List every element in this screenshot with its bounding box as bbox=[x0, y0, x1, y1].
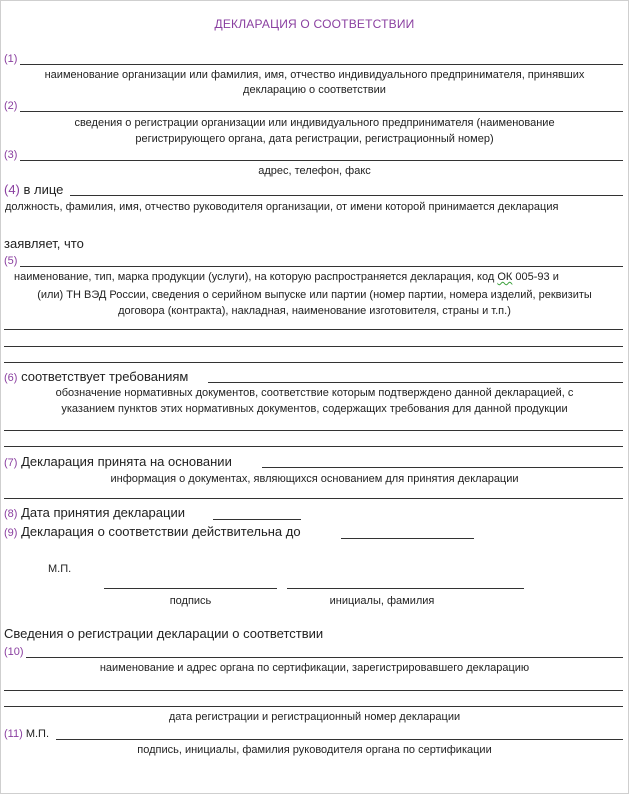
field-8-line[interactable] bbox=[213, 519, 301, 520]
field-10-extra-line-2[interactable] bbox=[4, 706, 623, 707]
field-5-extra-line-1[interactable] bbox=[4, 329, 623, 330]
field-5-caption-line-3: договора (контракта), накладная, наименование изготовителя, страны и т.п.) bbox=[118, 305, 511, 317]
field-9-number: (9) bbox=[4, 527, 18, 539]
initials-line[interactable] bbox=[287, 588, 524, 589]
field-7-label-group bbox=[4, 454, 232, 469]
signature-line[interactable] bbox=[104, 588, 277, 589]
field-10-extra-line-1[interactable] bbox=[4, 690, 623, 691]
field-9-label: Декларация о соответствии действительна до bbox=[21, 524, 301, 539]
field-7-number: (7) bbox=[4, 457, 18, 469]
field-11-number: (11) bbox=[4, 728, 23, 740]
field-7-label: Декларация принята на основании bbox=[21, 454, 232, 469]
field-6-extra-line-2[interactable] bbox=[4, 446, 623, 447]
field-2-line[interactable] bbox=[20, 111, 623, 112]
field-5-line[interactable] bbox=[20, 266, 623, 267]
registration-heading: Сведения о регистрации декларации о соответствии bbox=[4, 626, 324, 641]
field-3-caption: адрес, телефон, факс bbox=[258, 165, 371, 177]
field-5-caption-line-1 bbox=[14, 270, 559, 285]
field-4-label: в лице bbox=[23, 182, 64, 197]
field-1-caption-line-2: декларацию о соответствии bbox=[243, 84, 386, 96]
field-10-number: (10) bbox=[4, 646, 24, 658]
field-7-caption: информация о документах, являющихся основанием для принятия декларации bbox=[110, 473, 519, 485]
field-8-label: Дата принятия декларации bbox=[21, 505, 185, 520]
field-7-line[interactable] bbox=[262, 467, 623, 468]
field-6-caption-line-1: обозначение нормативных документов, соответствие которым подтверждено данной декларацией, с bbox=[55, 387, 574, 399]
field-3-line[interactable] bbox=[20, 160, 623, 161]
field-6-line[interactable] bbox=[208, 382, 623, 383]
field-4-line[interactable] bbox=[70, 195, 623, 196]
field-3-number: (3) bbox=[4, 149, 18, 161]
field-11-line[interactable] bbox=[56, 739, 623, 740]
field-2-number: (2) bbox=[4, 100, 18, 112]
field-2-caption-line-1: сведения о регистрации организации или индивидуального предпринимателя (наименование bbox=[74, 117, 555, 129]
declares-text: заявляет, что bbox=[4, 236, 84, 251]
field-8-number: (8) bbox=[4, 508, 18, 520]
field-5-extra-line-2[interactable] bbox=[4, 346, 623, 347]
field-5-caption-line-1c: 005-93 и bbox=[515, 271, 559, 283]
initials-caption: инициалы, фамилия bbox=[329, 595, 435, 607]
signature-caption: подпись bbox=[169, 595, 212, 607]
field-5-extra-line-3[interactable] bbox=[4, 362, 623, 363]
field-4-caption: должность, фамилия, имя, отчество руководителя организации, от имени которой принимается декларация bbox=[5, 201, 559, 213]
field-1-line[interactable] bbox=[20, 64, 623, 65]
field-4-label-group bbox=[4, 182, 63, 197]
field-5-caption-ok: ОК bbox=[497, 271, 513, 283]
field-1-caption-line-1: наименование организации или фамилия, имя, отчество индивидуального предпринимателя, принявших bbox=[44, 69, 585, 81]
field-6-caption-line-2: указанием пунктов этих нормативных документов, содержащих требования для данной продукции bbox=[61, 403, 568, 415]
field-10-caption-line-1: наименование и адрес органа по сертификации, зарегистрировавшего декларацию bbox=[99, 662, 530, 674]
field-8-label-group bbox=[4, 505, 185, 520]
field-10-line[interactable] bbox=[26, 657, 623, 658]
field-4-number: (4) bbox=[4, 182, 20, 197]
field-11-label: М.П. bbox=[25, 728, 49, 740]
field-6-label-group bbox=[4, 369, 188, 384]
field-6-extra-line-1[interactable] bbox=[4, 430, 623, 431]
field-2-caption-line-2: регистрирующего органа, дата регистрации, регистрационный номер) bbox=[135, 133, 494, 145]
field-7-extra-line[interactable] bbox=[4, 498, 623, 499]
field-5-caption-line-2: (или) ТН ВЭД России, сведения о серийном выпуске или партии (номер партии, номера изделий, реквизиты bbox=[37, 289, 592, 301]
field-5-number: (5) bbox=[4, 255, 18, 267]
field-11-caption: подпись, инициалы, фамилия руководителя органа по сертификации bbox=[137, 744, 492, 756]
field-9-label-group bbox=[4, 524, 301, 539]
stamp-label: М.П. bbox=[48, 563, 72, 575]
field-6-label: соответствует требованиям bbox=[21, 369, 189, 384]
field-1-number: (1) bbox=[4, 53, 18, 65]
field-11-label-group bbox=[4, 727, 49, 742]
field-6-number: (6) bbox=[4, 372, 18, 384]
field-5-caption-line-1a: наименование, тип, марка продукции (услуги), на которую распространяется декларация, код bbox=[14, 271, 495, 283]
field-10-caption-line-2: дата регистрации и регистрационный номер декларации bbox=[168, 711, 461, 723]
document-title: ДЕКЛАРАЦИЯ О СООТВЕТСТВИИ bbox=[214, 17, 415, 31]
field-9-line[interactable] bbox=[341, 538, 474, 539]
